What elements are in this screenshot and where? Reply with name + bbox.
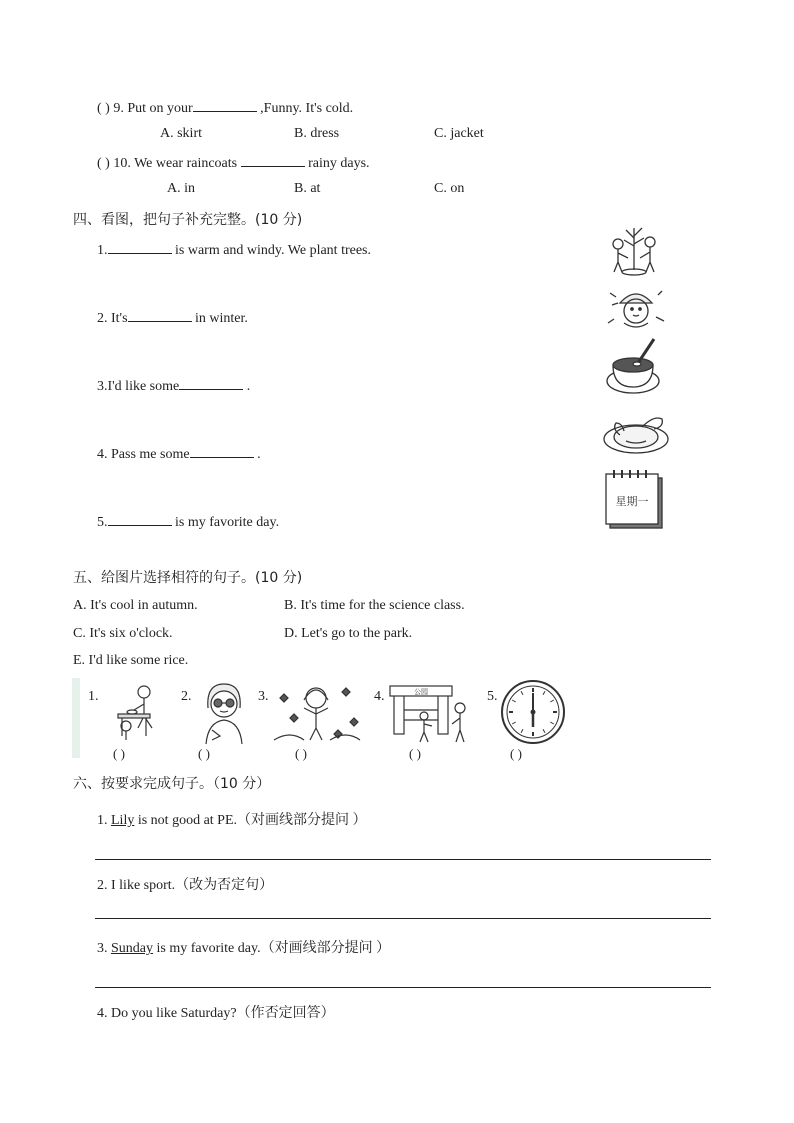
- p4-3-blank[interactable]: [179, 376, 243, 390]
- p4-4-pre: 4. Pass me some: [97, 447, 190, 462]
- p6-q3-rest: is my favorite day.（对画线部分提问 ）: [153, 941, 391, 956]
- p4-1-pre: 1.: [97, 243, 108, 258]
- pic-number-2: 2.: [181, 689, 192, 704]
- roast-chicken-illustration: [602, 405, 670, 459]
- q10-stem-end: rainy days.: [304, 156, 370, 171]
- park-sign-text: 公园: [414, 688, 428, 696]
- p4-1-post: is warm and windy. We plant trees.: [171, 243, 371, 258]
- p4-1-blank[interactable]: [108, 240, 172, 254]
- q10-answer-paren[interactable]: ( ): [97, 156, 110, 171]
- pic-number-4: 4.: [374, 689, 385, 704]
- q9-option-c: C. jacket: [434, 126, 484, 141]
- p4-5-post: is my favorite day.: [171, 515, 280, 530]
- part4-item-5: [97, 512, 279, 531]
- part5-option-b: B. It's time for the science class.: [284, 598, 465, 613]
- part4-item-4: [97, 444, 261, 463]
- part6-q2: 2. I like sport.（改为否定句）: [97, 878, 274, 893]
- part5-option-c: C. It's six o'clock.: [73, 626, 173, 641]
- q9-stem-end: ,Funny. It's cold.: [256, 101, 354, 116]
- q10-stem: 10. We wear raincoats: [113, 156, 238, 171]
- girl-glasses-illustration: [194, 678, 254, 746]
- pic-4-answer[interactable]: ( ): [409, 746, 421, 761]
- answer-line-3[interactable]: [95, 987, 711, 988]
- q10-option-c: C. on: [434, 181, 465, 196]
- clock-six-oclock-illustration: [500, 679, 566, 745]
- p4-4-post: .: [253, 447, 261, 462]
- q9-line: [97, 98, 353, 117]
- part6-title: 六、按要求完成句子。（10 分）: [73, 776, 271, 792]
- pic-number-3: 3.: [258, 689, 269, 704]
- p6-q3-num: 3.: [97, 941, 111, 956]
- pic-3-answer[interactable]: ( ): [295, 746, 307, 761]
- q10-line: [97, 153, 370, 172]
- pic-number-5: 5.: [487, 689, 498, 704]
- part4-item-3: [97, 376, 250, 395]
- part6-q4: 4. Do you like Saturday?（作否定回答）: [97, 1006, 335, 1021]
- eating-rice-illustration: [104, 680, 170, 746]
- pic-1-answer[interactable]: ( ): [113, 746, 125, 761]
- q9-option-b: B. dress: [294, 126, 340, 141]
- part4-title: 四、看图，把句子补充完整。(10 分): [73, 212, 303, 228]
- q10-option-a: A. in: [167, 181, 195, 196]
- answer-line-2[interactable]: [95, 918, 711, 919]
- soup-bowl-illustration: [604, 335, 662, 399]
- p4-5-blank[interactable]: [108, 512, 172, 526]
- p6-q1-num: 1.: [97, 813, 111, 828]
- q9-stem: 9. Put on your: [113, 101, 193, 116]
- answer-line-1[interactable]: [95, 859, 711, 860]
- q10-blank[interactable]: [241, 153, 305, 167]
- p4-2-post: in winter.: [191, 311, 248, 326]
- part5-title: 五、给图片选择相符的句子。(10 分): [73, 570, 303, 586]
- part5-option-d: D. Let's go to the park.: [284, 626, 413, 641]
- part5-option-e: E. I'd like some rice.: [73, 653, 189, 668]
- autumn-leaves-illustration: [270, 678, 362, 746]
- part5-option-a: A. It's cool in autumn.: [73, 598, 198, 613]
- part6-q1: [97, 809, 367, 829]
- pic-number-1: 1.: [88, 689, 99, 704]
- planting-trees-illustration: [604, 218, 664, 278]
- p6-q3-underlined: Sunday: [111, 941, 153, 956]
- p4-2-blank[interactable]: [128, 308, 192, 322]
- p4-3-post: .: [243, 379, 251, 394]
- p6-q1-rest: is not good at PE.（对画线部分提问 ）: [134, 813, 367, 828]
- part4-item-2: [97, 308, 248, 327]
- pic-2-answer[interactable]: ( ): [198, 746, 210, 761]
- calendar-text: 星期一: [615, 495, 649, 508]
- calendar-monday-illustration: [602, 468, 664, 532]
- q9-answer-paren[interactable]: ( ): [97, 101, 110, 116]
- park-gate-illustration: [388, 680, 474, 746]
- q9-option-a: A. skirt: [160, 126, 202, 141]
- p4-2-pre: 2. It's: [97, 311, 128, 326]
- q10-option-b: B. at: [294, 181, 321, 196]
- part4-item-1: [97, 240, 371, 259]
- pic-5-answer[interactable]: ( ): [510, 746, 522, 761]
- scan-mark: [72, 678, 80, 758]
- part6-q3: [97, 937, 390, 957]
- q9-blank[interactable]: [193, 98, 257, 112]
- winter-child-illustration: [604, 283, 668, 335]
- p4-3-pre: 3.I'd like some: [97, 379, 180, 394]
- p4-4-blank[interactable]: [190, 444, 254, 458]
- p6-q1-underlined: Lily: [111, 813, 135, 828]
- p4-5-pre: 5.: [97, 515, 108, 530]
